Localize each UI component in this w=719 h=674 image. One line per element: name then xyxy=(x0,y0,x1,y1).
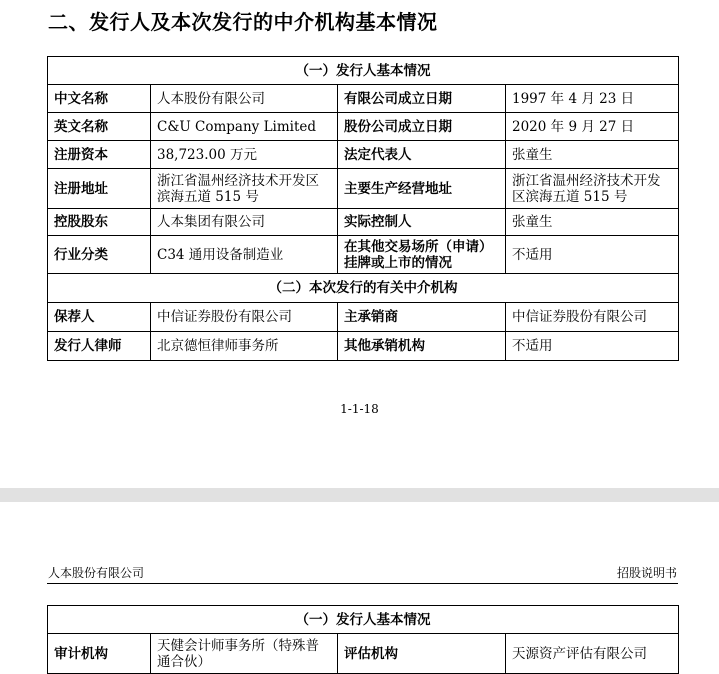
page-separator xyxy=(0,488,719,502)
table-section-title: （一）发行人基本情况 xyxy=(48,57,679,85)
field-value: 中信证券股份有限公司 xyxy=(151,303,338,332)
field-label: 发行人律师 xyxy=(48,332,151,361)
field-label: 法定代表人 xyxy=(338,141,506,169)
table-row xyxy=(48,303,679,332)
field-label: 其他承销机构 xyxy=(338,332,506,361)
table-row xyxy=(48,85,679,113)
field-value: 北京德恒律师事务所 xyxy=(151,332,338,361)
field-label: 主要生产经营地址 xyxy=(338,169,506,209)
field-value: 浙江省温州经济技术开发区滨海五道 515 号 xyxy=(506,169,679,209)
table-section-title: （一）发行人基本情况 xyxy=(48,606,679,634)
field-label: 股份公司成立日期 xyxy=(338,113,506,141)
field-value: 人本集团有限公司 xyxy=(151,209,338,236)
table-row xyxy=(48,169,679,209)
field-label: 注册地址 xyxy=(48,169,151,209)
field-label: 实际控制人 xyxy=(338,209,506,236)
table-section-title: （二）本次发行的有关中介机构 xyxy=(48,274,679,303)
header-document-type: 招股说明书 xyxy=(616,566,677,580)
field-label: 在其他交易场所（申请）挂牌或上市的情况 xyxy=(338,236,506,274)
issuer-info-table xyxy=(47,56,679,361)
field-value: 人本股份有限公司 xyxy=(151,85,338,113)
field-label: 注册资本 xyxy=(48,141,151,169)
field-value: 天健会计师事务所（特殊普通合伙） xyxy=(151,634,338,674)
field-label: 主承销商 xyxy=(338,303,506,332)
field-value: 天源资产评估有限公司 xyxy=(506,634,679,674)
table-row xyxy=(48,332,679,361)
table-row xyxy=(48,141,679,169)
field-label: 保荐人 xyxy=(48,303,151,332)
table-row xyxy=(48,634,679,674)
header-divider xyxy=(47,583,678,584)
issuer-info-table-continued xyxy=(47,605,679,674)
table-row xyxy=(48,236,679,274)
field-label: 评估机构 xyxy=(338,634,506,674)
field-value: 38,723.00 万元 xyxy=(151,141,338,169)
field-value: 2020 年 9 月 27 日 xyxy=(506,113,679,141)
header-company-name: 人本股份有限公司 xyxy=(48,566,145,580)
table-row xyxy=(48,113,679,141)
field-label: 审计机构 xyxy=(48,634,151,674)
field-label: 英文名称 xyxy=(48,113,151,141)
section-heading: 二、发行人及本次发行的中介机构基本情况 xyxy=(48,10,438,34)
document-page-2 xyxy=(0,502,719,673)
field-value: 1997 年 4 月 23 日 xyxy=(506,85,679,113)
field-value: 中信证券股份有限公司 xyxy=(506,303,679,332)
field-value: 不适用 xyxy=(506,236,679,274)
field-label: 中文名称 xyxy=(48,85,151,113)
field-label: 有限公司成立日期 xyxy=(338,85,506,113)
page-number: 1-1-18 xyxy=(340,402,379,416)
field-value: C34 通用设备制造业 xyxy=(151,236,338,274)
field-label: 控股股东 xyxy=(48,209,151,236)
field-value: 张童生 xyxy=(506,209,679,236)
field-value: 浙江省温州经济技术开发区滨海五道 515 号 xyxy=(151,169,338,209)
table-row xyxy=(48,209,679,236)
field-value: C&U Company Limited xyxy=(151,113,338,141)
field-value: 不适用 xyxy=(506,332,679,361)
field-label: 行业分类 xyxy=(48,236,151,274)
field-value: 张童生 xyxy=(506,141,679,169)
